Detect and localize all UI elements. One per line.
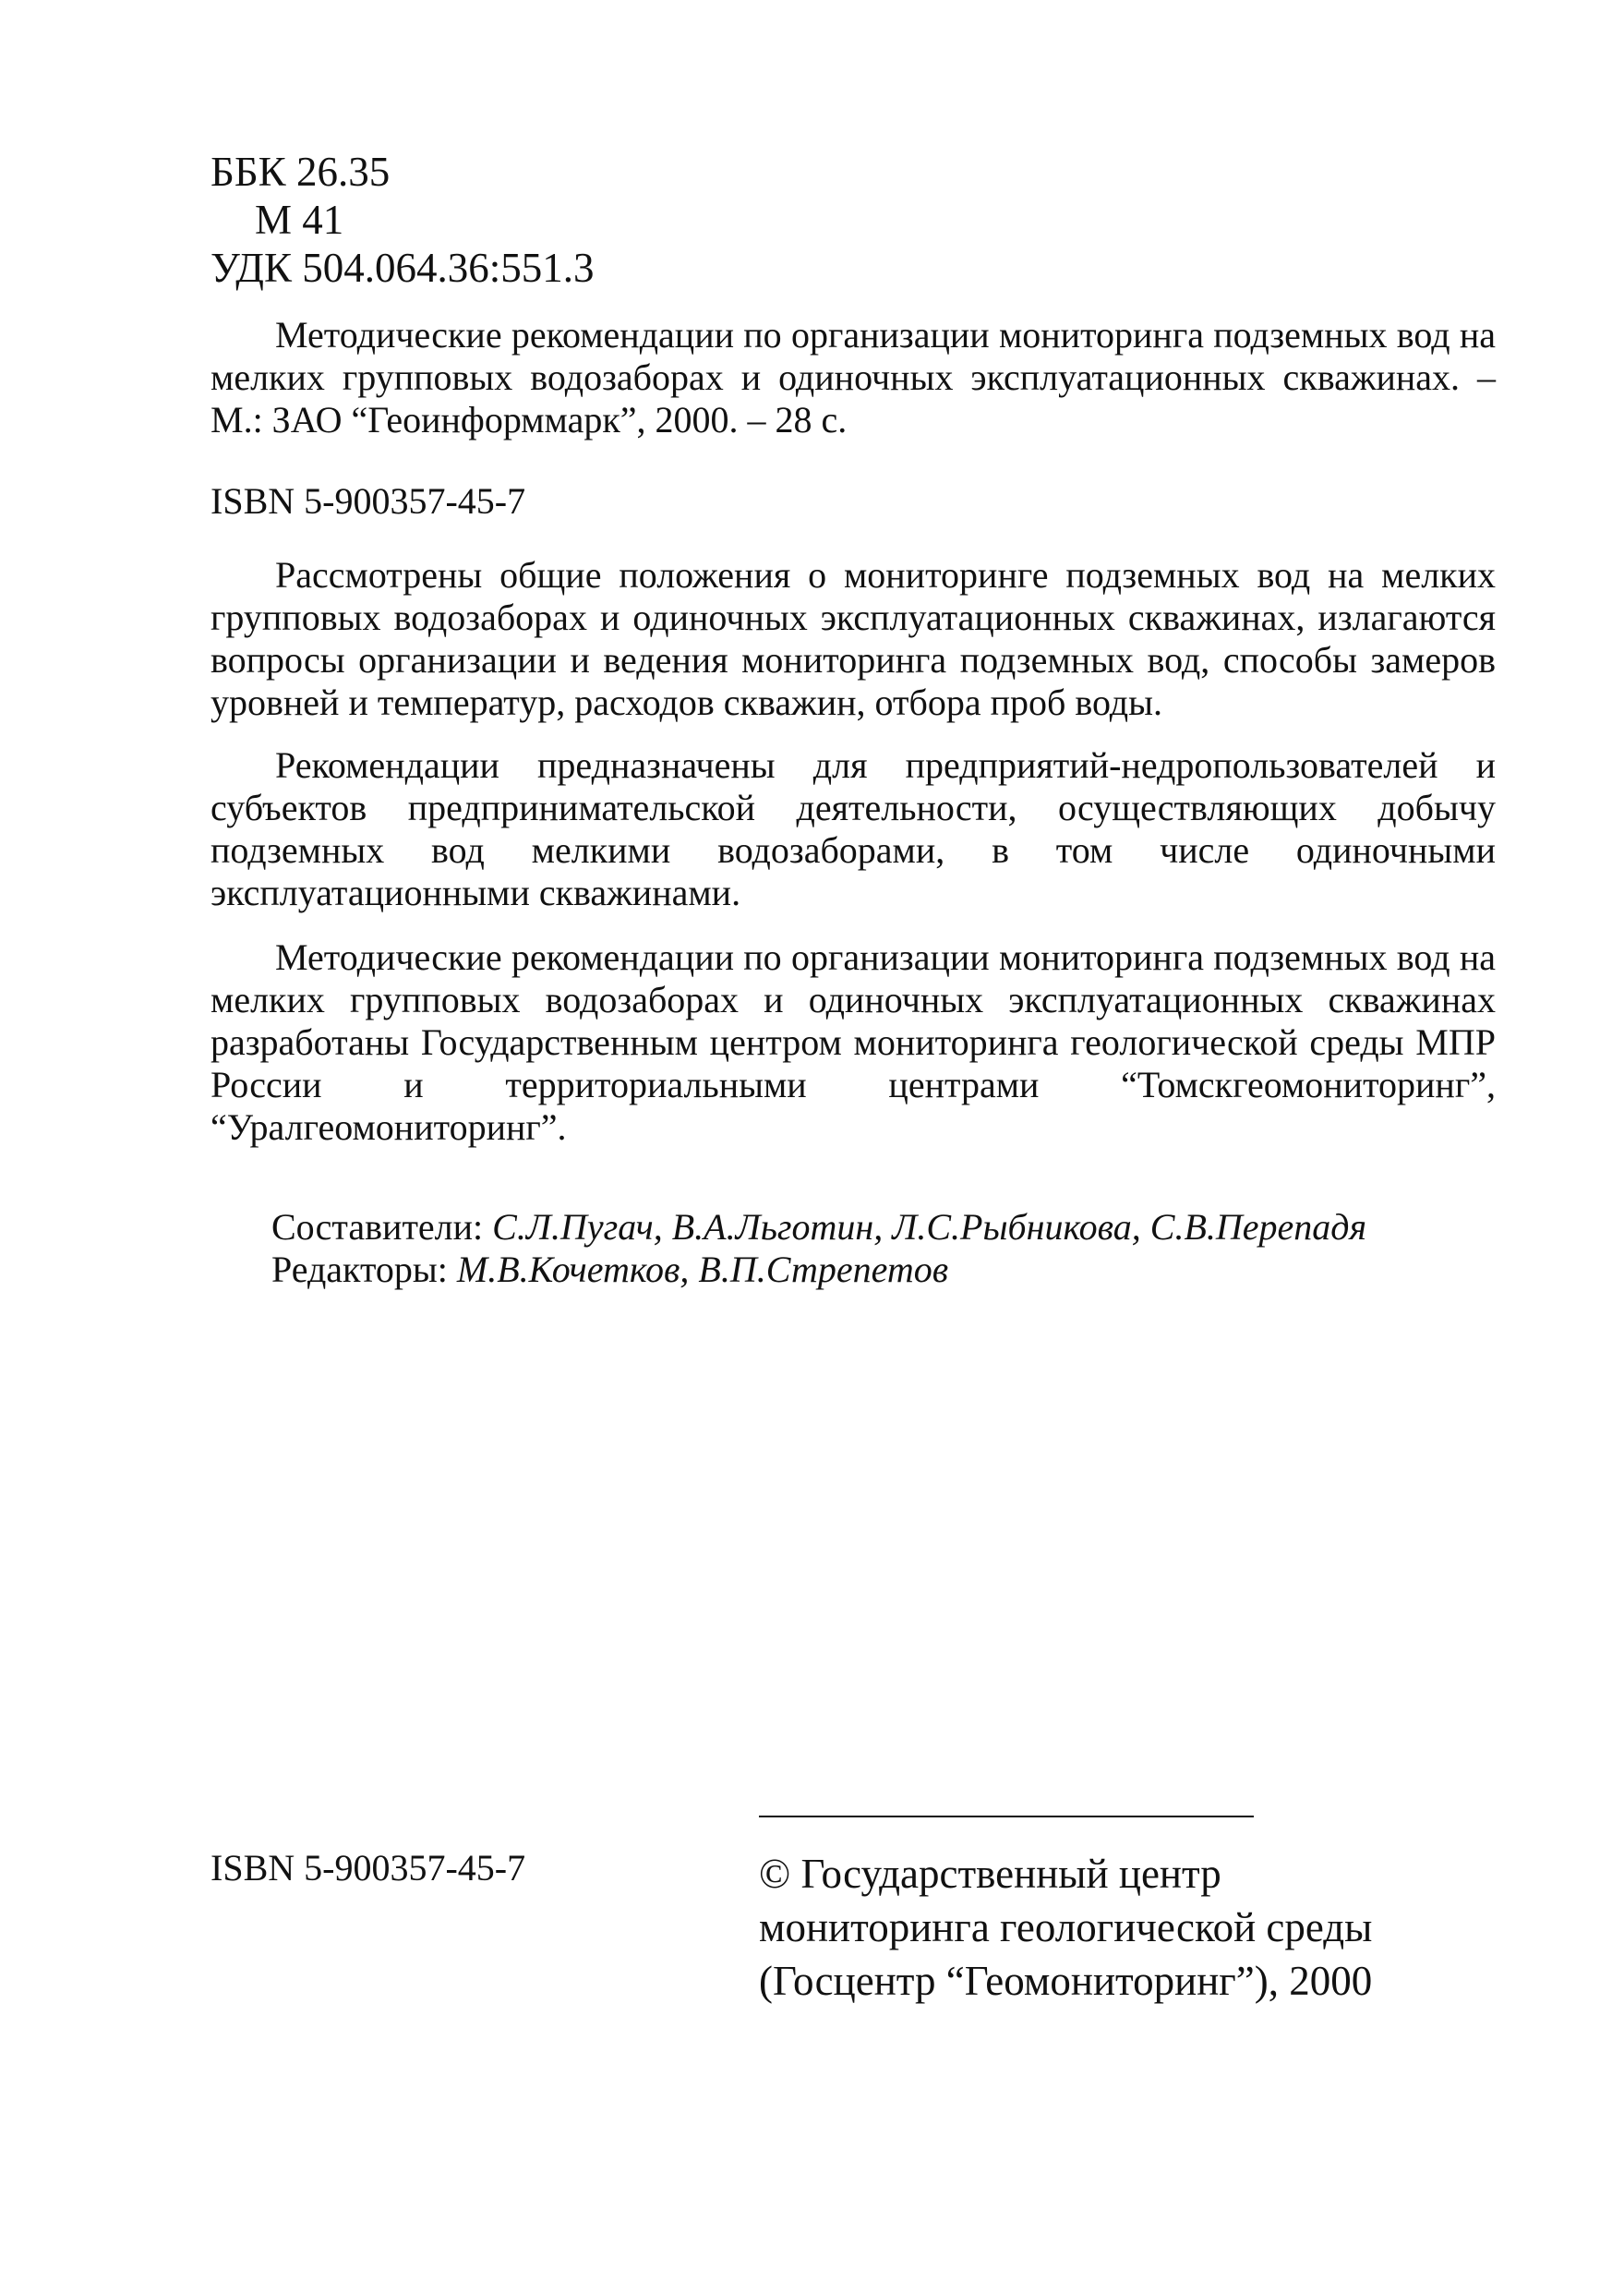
editors-line: [271, 1249, 1366, 1291]
isbn-bottom: ISBN 5-900357-45-7: [211, 1847, 526, 1889]
copyright-divider: [759, 1816, 1254, 1817]
copyright-block: [759, 1847, 1372, 2008]
abstract-paragraph-1: Рассмотрены общие положения о мониторинге подземных вод на мелких групповых водозаборах и одиночных эксплуатационных скважинах, излагаются вопросы организации и ведения мониторинга подземных вод, способы замеров уровней и температур, расходов скважин, отбора проб воды.: [211, 554, 1496, 723]
compilers-line: [271, 1206, 1366, 1249]
abstract-paragraph-3: Методические рекомендации по организации мониторинга подземных вод на мелких групповых водозаборах и одиночных эксплуатационных скважинах разработаны Государственным центром мониторинга геологической среды МПР России и территориальными центрами “Томскгеомониторинг”, “Уралгеомониторинг”.: [211, 936, 1496, 1148]
compilers-names: С.Л.Пугач, В.А.Льготин, Л.С.Рыбникова, С.В.Перепадя: [492, 1206, 1367, 1248]
copyright-line-2: мониторинга геологической среды: [759, 1904, 1373, 1950]
isbn-top: ISBN 5-900357-45-7: [211, 480, 526, 522]
copyright-line-3: (Госцентр “Геомониторинг”), 2000: [759, 1958, 1373, 2004]
abstract-paragraph-2: Рекомендации предназначены для предприятий-недропользователей и субъектов предпринимательской деятельности, осуществляющих добычу подземных вод мелкими водозаборами, в том числе одиночными эксплуатационными скважинами.: [211, 744, 1496, 913]
editors-names: М.В.Кочетков, В.П.Стрепетов: [456, 1249, 949, 1290]
bbk-code: ББК 26.35: [211, 149, 391, 195]
credits-block: [271, 1206, 1366, 1291]
classification-block: [211, 148, 595, 292]
copyright-line-1: © Государственный центр: [759, 1851, 1221, 1897]
editors-label: Редакторы:: [271, 1249, 448, 1290]
compilers-label: Составители:: [271, 1206, 484, 1248]
bibliographic-reference: Методические рекомендации по организации мониторинга подземных вод на мелких групповых водозаборах и одиночных эксплуатационных скважинах. – М.: ЗАО “Геоинформмарк”, 2000. – 28 с.: [211, 314, 1496, 441]
udk-code: УДК 504.064.36:551.3: [211, 245, 595, 291]
author-mark: М 41: [255, 197, 344, 243]
